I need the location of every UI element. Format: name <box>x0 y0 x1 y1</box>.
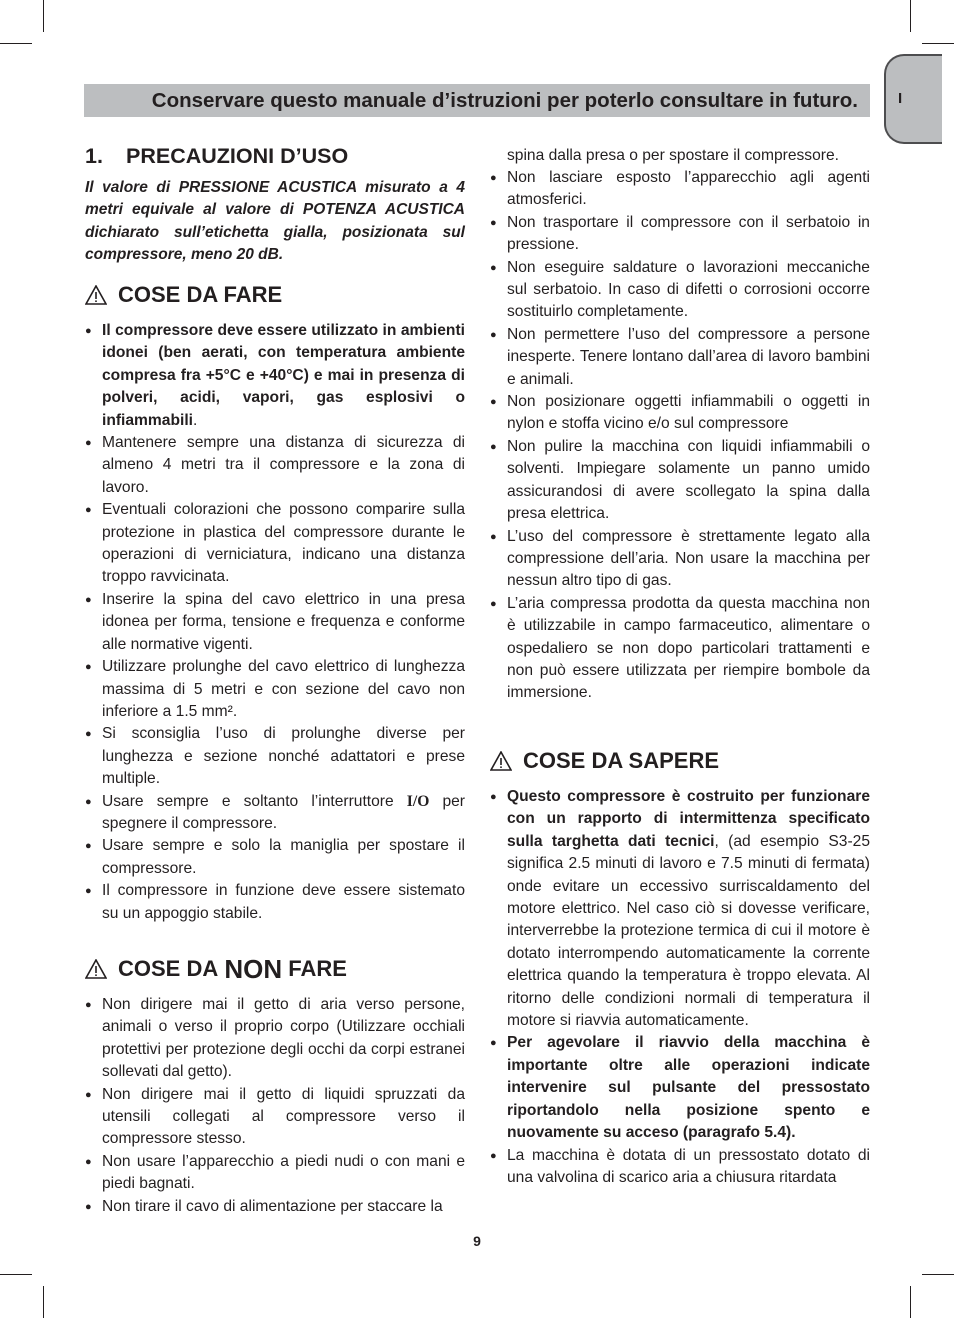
list-item-text: Usare sempre e soltanto l’interruttore <box>102 792 394 810</box>
section-heading: PRECAUZIONI D’USO <box>126 144 349 168</box>
list-item: ● Non usare l’apparecchio a piedi nudi o con mani e piedi bagnati. <box>85 1151 465 1196</box>
list-item-text: . <box>192 411 198 429</box>
cose-da-non-fare-title-b: NON <box>224 954 283 984</box>
cose-da-fare-list <box>85 320 465 925</box>
list-item-text: Usare sempre e solo la maniglia per spostare il compressore. <box>102 837 465 877</box>
warning-icon <box>85 959 107 979</box>
cose-da-fare-heading <box>85 284 282 306</box>
cose-da-non-fare-title-c: FARE <box>288 956 347 981</box>
cose-da-sapere-list <box>490 786 870 1189</box>
crop-mark <box>910 0 911 32</box>
list-item <box>85 791 465 836</box>
list-item <box>490 1145 870 1190</box>
header-banner-text: Conservare questo manuale d’istruzioni per poterlo consultare in futuro. <box>151 88 858 112</box>
list-item <box>85 880 465 925</box>
warning-icon <box>85 285 107 305</box>
list-item <box>85 723 465 790</box>
continued-text: spina dalla presa o per spostare il compressore. <box>507 147 839 164</box>
list-item <box>85 499 465 589</box>
list-item-text: Il compressore in funzione deve essere sistemato su un appoggio stabile. <box>102 882 465 922</box>
list-item <box>85 589 465 656</box>
list-item-bold: Per agevolare il riavvio della macchina è importante oltre alle operazioni indicate intervenire sul pulsante del pressostato riportandolo nella posizione spento e nuovamente su acceso (paragrafo 5.4). <box>507 1034 870 1142</box>
list-item <box>85 432 465 499</box>
list-item-text: per spegnere il compressore. <box>102 792 465 832</box>
list-item-bold: Questo compressore è costruito per funzionare con un rapporto di intermittenza specificato sulla targhetta dati tecnici <box>507 788 870 850</box>
list-item-text: Utilizzare prolunghe del cavo elettrico di lunghezza massima di 5 metri e con sezione del cavo non inferiore a 1.5 mm². <box>102 658 465 720</box>
cose-da-sapere-heading <box>490 750 719 772</box>
page-number: 9 <box>473 1233 481 1249</box>
cose-da-non-fare-list-continued <box>490 167 870 705</box>
crop-mark <box>922 43 954 44</box>
cose-da-non-fare-title-a: COSE DA <box>118 956 219 981</box>
warning-icon <box>490 751 512 771</box>
crop-mark <box>922 1274 954 1275</box>
list-item <box>85 656 465 723</box>
language-tab-label: I <box>898 90 903 107</box>
list-item <box>85 835 465 880</box>
list-item: ● Non dirigere mai il getto di aria verso persone, animali o verso il proprio corpo (Utilizzare occhiali protettivi per protezione degli occhi da corpi estranei sollevati dal getto). <box>85 994 465 1084</box>
switch-symbol: I/O <box>406 792 430 810</box>
list-item-text: Si sconsiglia l’uso di prolunghe diverse per lunghezza e sezione nonché adattatori e prese multiple. <box>102 725 465 788</box>
language-tab <box>884 54 942 144</box>
list-item: ● Non tirare il cavo di alimentazione per staccare la <box>85 1196 465 1218</box>
section-number: 1. <box>85 144 103 168</box>
crop-mark <box>0 43 32 44</box>
list-item: ● Non trasportare il compressore con il serbatoio in pressione. <box>490 212 870 257</box>
list-item-text: Inserire la spina del cavo elettrico in una presa idonea per forma, tensione e frequenza e conforme alle normative vigenti. <box>102 590 465 653</box>
crop-mark <box>0 1274 32 1275</box>
list-item <box>85 320 465 432</box>
list-item: ● Non permettere l’uso del compressore a persone inesperte. Tenere lontano dall’area di lavoro bambini e animali. <box>490 324 870 391</box>
list-item: ● Non dirigere mai il getto di liquidi spruzzati da utensili collegati al compressore verso il compressore stesso. <box>85 1084 465 1151</box>
list-item-text: La macchina è dotata di un pressostato dotato di una valvolina di scarico aria a chiusura ritardata <box>507 1146 870 1186</box>
cose-da-non-fare-list <box>85 994 465 1218</box>
section-title <box>85 145 348 167</box>
list-item: ● Non lasciare esposto l’apparecchio agli agenti atmosferici. <box>490 167 870 212</box>
list-item <box>490 786 870 1032</box>
list-item-bold: Il compressore deve essere utilizzato in ambienti idonei (ben aerati, con temperatura ambiente compresa fra +5°C e +40°C) e mai in presenza di polveri, acidi, vapori, gas esplosivi o infiammabili <box>102 322 465 429</box>
cose-da-sapere-title: COSE DA SAPERE <box>523 748 720 773</box>
crop-mark <box>43 0 44 32</box>
list-item-text: Mantenere sempre una distanza di sicurezza di almeno 4 metri tra il compressore e la zona di lavoro. <box>102 434 465 496</box>
header-banner <box>84 84 870 117</box>
list-item-text: Eventuali colorazioni che possono comparire sulla protezione in plastica del compressore durante le operazioni di verniciatura, indicano una distanza troppo ravvicinata. <box>102 501 465 586</box>
list-item <box>490 1032 870 1144</box>
list-item-text: , (ad esempio S3-25 significa 2.5 minuti di lavoro e 7.5 minuti di fermata) onde evitare un eccessivo surriscaldamento del motore elettrico. Nel caso ciò si dovesse verificare, interverrebbe la protezione termica di cui il motore è dotato interrompendo automaticamente la corrente elettrica quando la temperatura è troppo elevata. Al ritorno delle condizioni normali di temperatura il motore si riavvia automaticamente. <box>507 832 871 1030</box>
list-item: ● L’aria compressa prodotta da questa macchina non è utilizzabile in campo farmaceutico, alimentare o ospedaliero se non dopo particolari trattamenti e non può essere utilizzata per riempire bombole da immersione. <box>490 593 870 705</box>
list-item: ● L’uso del compressore è strettamente legato alla compressione dell’aria. Non usare la macchina per nessun altro tipo di gas. <box>490 526 870 593</box>
cose-da-fare-title: COSE DA FARE <box>118 282 283 307</box>
cose-da-non-fare-heading <box>85 954 347 984</box>
list-item: ● Non pulire la macchina con liquidi infiammabili o solventi. Impiegare solamente un panno umido assicurandosi di avere scollegato la spina dalla presa elettrica. <box>490 436 870 526</box>
crop-mark <box>910 1286 911 1318</box>
acoustic-note: Il valore di PRESSIONE ACUSTICA misurato a 4 metri equivale al valore di POTENZA ACUSTICA dichiarato sull’etichetta gialla, posizionata sul compressore, meno 20 dB. <box>85 179 465 264</box>
list-item: ● Non eseguire saldature o lavorazioni meccaniche sul serbatoio. In caso di difetti o corrosioni occorre sostituirlo completamente. <box>490 257 870 324</box>
crop-mark <box>43 1286 44 1318</box>
list-item: ● Non posizionare oggetti infiammabili o oggetti in nylon e stoffa vicino e/o sul compressore <box>490 391 870 436</box>
